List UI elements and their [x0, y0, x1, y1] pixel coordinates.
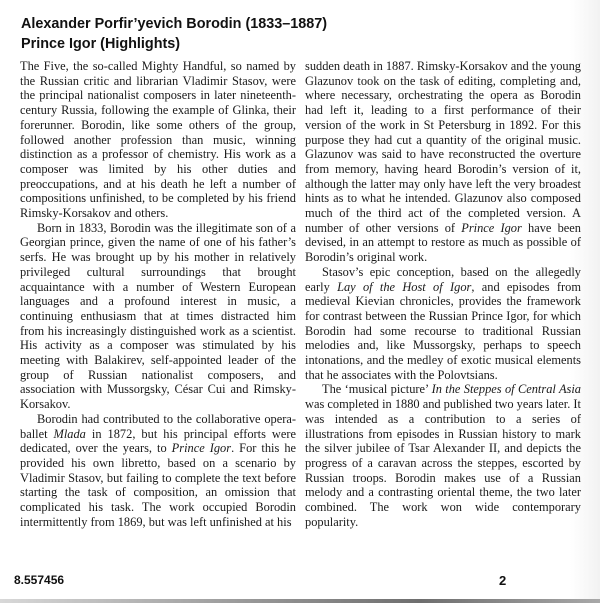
- text: Stasov’s epic conception, based on the allegedly early: [305, 264, 581, 294]
- work-heading: Prince Igor (Highlights): [21, 36, 181, 52]
- text: . For this he provided his own libretto, based on a scenario by Vladimir Stasov, but failing to complete the text before starting the task of composition, an omission that complicated his task. The work occupied Borodin intermittently from 1869, but was left unfinished at his: [20, 441, 297, 529]
- paragraph: [305, 382, 581, 529]
- text: was completed in 1880 and published two years later. It was intended as a contribution to a series of illustrations from episodes in Russian history to mark the silver jubilee of Tsar Alexander II, and depicts the progress of a caravan across the steppes, escorted by Russian troops. Borodin makes use of a Russian melody and a contrasting oriental theme, the two later combined. The work won wide contemporary popularity.: [305, 397, 581, 529]
- italic-title: Lay of the Host of Igor: [337, 279, 472, 294]
- paragraph: [20, 412, 296, 530]
- page-number: 2: [499, 573, 507, 588]
- page-edge-shadow: [0, 599, 600, 603]
- paragraph: Born in 1833, Borodin was the illegitimate son of a Georgian prince, given the name of one of his father’s serfs. He was brought up by his mother in relatively privileged cultural surroundings that brought acquaintance with a number of Western European languages and a profound interest in music, a continuing enthusiasm that at times distracted him from his increasingly distinguished work as a scientist. His activity as a composer was stimulated by his meeting with Balakirev, self-appointed leader of the group of Russian nationalist composers, and association with Mussorgsky, César Cui and Rimsky-Korsakov.: [20, 220, 296, 412]
- italic-title: In the Steppes of Central Asia: [431, 382, 581, 397]
- paragraph: The Five, the so-called Mighty Handful, so named by the Russian critic and librarian Vladimir Stasov, were the principal nationalist composers in later nineteenth-century Russia, following the example of Glinka, their forerunner. Borodin, like some others of the group, followed another profession than music, winning distinction as a professor of chemistry. His work as a composer was limited by his other duties and preoccupations, and at his death he left a number of compositions unfinished, to be completed by his friend Rimsky-Korsakov and others.: [20, 59, 296, 221]
- text: have been devised, in an attempt to restore as much as possible of Borodin’s original work.: [305, 220, 582, 265]
- italic-title: Prince Igor: [461, 220, 522, 235]
- text: Borodin had contributed to the collaborative opera-ballet: [20, 411, 296, 441]
- catalogue-number: 8.557456: [14, 573, 65, 587]
- right-column: [305, 59, 581, 530]
- italic-title: Mlada: [53, 426, 86, 441]
- text: The ‘musical picture’: [322, 382, 432, 397]
- paragraph: [305, 59, 581, 265]
- paragraph: [305, 265, 581, 383]
- composer-heading: Alexander Porfir’yevich Borodin (1833–1887): [21, 16, 328, 32]
- text: in 1872, but his principal efforts were dedicated, over the years, to: [20, 426, 296, 456]
- header: [21, 14, 327, 54]
- text: sudden death in 1887. Rimsky-Korsakov and the young Glazunov took on the task of editing, completing and, where necessary, orchestrating the opera as Borodin had left it, leading to a first performance of their version of the work in St Petersburg in 1892. For this purpose they had cut a quantity of the original music. Glazunov was said to have reconstructed the overture from memory, having heard Borodin’s version of it, although the latter may only have left the very broadest hints as to what he intended. Glazunov also composed much of the third act of the completed version. A number of other versions of: [305, 59, 582, 235]
- italic-title: Prince Igor: [171, 441, 232, 456]
- left-column: [20, 59, 296, 530]
- text: , and episodes from medieval Kievian chronicles, provides the framework for contrast between the Russian Prince Igor, for which Borodin had some recourse to traditional Russian melodies and, like Mussorgsky, perhaps to speech intonations, and the medley of exotic musical elements that he associates with the Polovtsians.: [305, 279, 581, 382]
